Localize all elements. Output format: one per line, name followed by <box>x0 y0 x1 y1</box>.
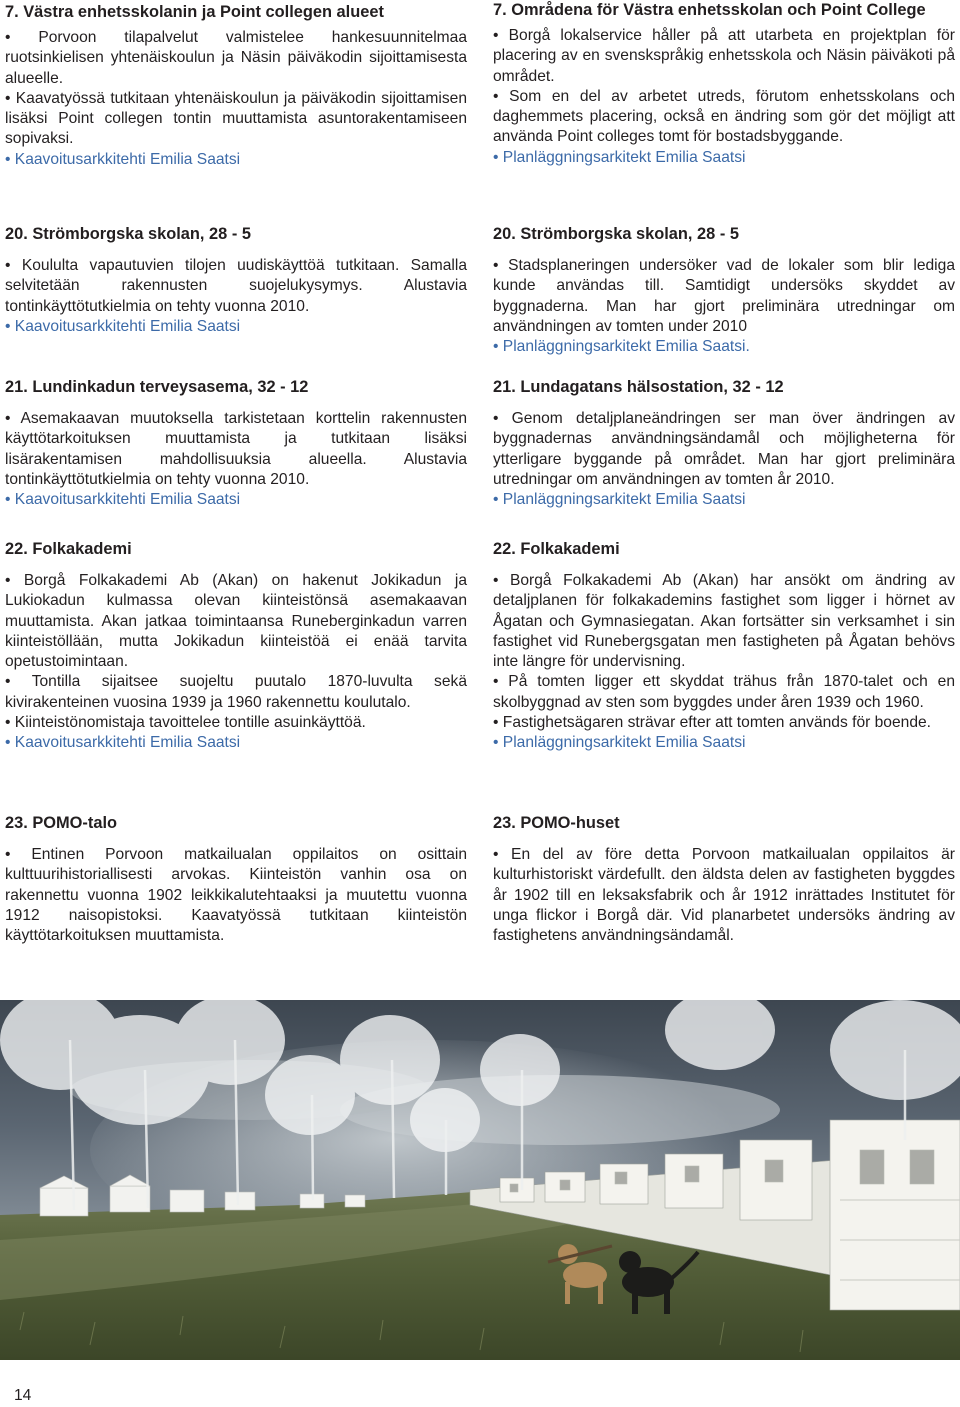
paragraph: • Koululta vapautuvien tilojen uudiskäyttöä tutkitaan. Samalla selvitetään rakennusten suojelukysymys. Alustavia tontinkäyttötutkielmia on tehty vuonna 2010. <box>5 257 467 315</box>
paragraph: • Kaavatyössä tutkitaan yhtenäiskoulun ja päiväkodin sijoittamisen lisäksi Point collegen tontin muuttamista asuntorakentamiseen sopivaksi. <box>5 89 467 148</box>
section-body <box>5 256 467 337</box>
section-body <box>493 571 955 754</box>
section-body <box>5 845 467 946</box>
section-title: 7. Västra enhetsskolanin ja Point collegen alueet <box>5 3 384 21</box>
section-body <box>5 409 467 510</box>
author-line: • Planläggningsarkitekt Emilia Saatsi <box>493 734 746 752</box>
sv-section-7 <box>493 0 955 168</box>
fi-section-7 <box>5 2 467 170</box>
tree-crown <box>480 1034 560 1106</box>
window <box>910 1150 934 1184</box>
paragraph: • Entinen Porvoon matkailualan oppilaitos on osittain kulttuurihistoriallisesti arvokas. Kiinteistön vanhin osa on rakennettu vuonna 1902 leikkikalutehtaaksi ja muutettu vuonna 1912 naisopistoksi. Kaavatyössä tutkitaan kiinteistön käyttötarkoituksen muuttamista. <box>5 846 467 945</box>
paragraph: • Som en del av arbetet utreds, förutom enhetsskolans och daghemmets placering, också en ändring som gör det möjligt att använda Point colleges tomt för bostadsbyggande. <box>493 87 955 146</box>
paragraph: • Porvoon tilapalvelut valmistelee hankesuunnitelmaa ruotsinkielisen yhtenäiskoulun ja Näsin päiväkodin sijoittamisesta alueelle. <box>5 29 467 87</box>
section-title: 23. POMO-talo <box>5 814 118 832</box>
fi-section-20 <box>5 224 467 337</box>
paragraph: • Tontilla sijaitsee suojeltu puutalo 1870-luvulta sekä kivirakenteinen vuosina 1939 ja 1960 rakennettu koulutalo. <box>5 673 467 711</box>
author-line: • Planläggningsarkitekt Emilia Saatsi <box>493 148 746 166</box>
section-body <box>493 26 955 168</box>
paragraph: • Stadsplaneringen undersöker vad de lokaler som blir lediga kunde användas till. Samtidigt undersöks skyddet av byggnaderna. Man har gjort preliminära utredningar om användningen av tomten under 2010 <box>493 257 955 335</box>
hero-image <box>0 1000 960 1360</box>
section-title: 20. Strömborgska skolan, 28 - 5 <box>493 225 739 243</box>
page-number: 14 <box>14 1387 32 1404</box>
paragraph: • Genom detaljplaneändringen ser man över ändringen av byggnadernas användningsändamål och möjligheterna för ytterligare byggande på området. Man har gjort preliminära utredningar om användningen av tomten år 2010. <box>493 410 955 488</box>
sv-section-20 <box>493 224 955 357</box>
house <box>40 1188 88 1216</box>
author-line: • Kaavoitusarkkitehti Emilia Saatsi <box>5 317 241 335</box>
author-line: • Kaavoitusarkkitehti Emilia Saatsi <box>5 491 241 509</box>
paragraph: • På tomten ligger ett skyddat trähus från 1870-talet och en skolbyggnad av sten som byggdes under åren 1939 och 1960. <box>493 673 955 711</box>
author-line: • Kaavoitusarkkitehti Emilia Saatsi <box>5 734 241 752</box>
paragraph: • En del av före detta Porvoon matkailualan oppilaitos är kulturhistoriskt värdefullt. den äldsta delen av fastigheten byggdes år 1902 till en leksaksfabrik och år 1912 inrättades Institutet för unga flickor i Borgå där. Vid planarbetet undersöks ändring av fastighetens användningsändamål. <box>493 846 955 945</box>
window <box>765 1160 783 1182</box>
window <box>860 1150 884 1184</box>
sv-section-22 <box>493 539 955 754</box>
section-body <box>493 256 955 357</box>
house <box>830 1120 960 1310</box>
fi-section-22 <box>5 539 467 754</box>
section-title: 21. Lundagatans hälsostation, 32 - 12 <box>493 378 784 396</box>
section-title: 22. Folkakademi <box>493 540 620 558</box>
sv-section-21 <box>493 377 955 510</box>
house <box>345 1195 365 1207</box>
section-body <box>493 845 955 946</box>
paragraph: • Borgå Folkakademi Ab (Akan) har ansökt om ändring av detaljplanen för folkakademins fastighet som ligger i hörnet av Ågatan och Gymnasiegatan. Akan fortsätter sin verksamhet i sin fastighet vid Runebergsgatan men fastigheten på Ågatan behövs inte längre för undervisning. <box>493 572 955 671</box>
house <box>170 1190 204 1212</box>
house <box>225 1192 255 1210</box>
paragraph: • Fastighetsägaren strävar efter att tomten används för boende. <box>493 714 932 732</box>
paragraph: • Borgå Folkakademi Ab (Akan) on hakenut Jokikadun ja Lukiokadun kulmassa olevan kiinteistönsä asemakaavan muuttamista. Akan jatkaa toimintaansa Runeberginkadun varren kiinteistöllään, mutta Jokikadun kiinteistöä ei enää tarvita opetustoimintaan. <box>5 572 467 671</box>
section-title: 22. Folkakademi <box>5 540 132 558</box>
window <box>510 1184 518 1192</box>
author-line: • Planläggningsarkitekt Emilia Saatsi. <box>493 338 750 356</box>
window <box>560 1180 570 1190</box>
house <box>110 1186 150 1212</box>
fi-section-21 <box>5 377 467 510</box>
paragraph: • Kiinteistönomistaja tavoittelee tontille asuinkäyttöä. <box>5 714 366 732</box>
section-title: 23. POMO-huset <box>493 814 620 832</box>
tree-crown <box>340 1015 440 1105</box>
author-line: • Kaavoitusarkkitehti Emilia Saatsi <box>5 150 241 168</box>
window <box>615 1172 627 1184</box>
site-visualization <box>0 1000 960 1360</box>
paragraph: • Asemakaavan muutoksella tarkistetaan korttelin rakennusten käyttötarkoituksen muuttamista ja tutkitaan lisäksi lisärakentamisen mahdollisuuksia alueella. Alustavia tontinkäyttötutkielmia on tehty vuonna 2010. <box>5 410 467 488</box>
sv-section-23 <box>493 813 955 946</box>
paragraph: • Borgå lokalservice håller på att utarbeta en projektplan för placering av en svenskspråkig enhetsskola och Näsin päiväkoti på området. <box>493 27 955 85</box>
window <box>685 1166 699 1182</box>
section-title: 21. Lundinkadun terveysasema, 32 - 12 <box>5 378 309 396</box>
fi-section-23 <box>5 813 467 946</box>
section-body <box>493 409 955 510</box>
section-body <box>5 28 467 170</box>
author-line: • Planläggningsarkitekt Emilia Saatsi <box>493 491 746 509</box>
section-title: 20. Strömborgska skolan, 28 - 5 <box>5 225 251 243</box>
section-body <box>5 571 467 754</box>
section-title: 7. Områdena för Västra enhetsskolan och Point College <box>493 1 926 19</box>
